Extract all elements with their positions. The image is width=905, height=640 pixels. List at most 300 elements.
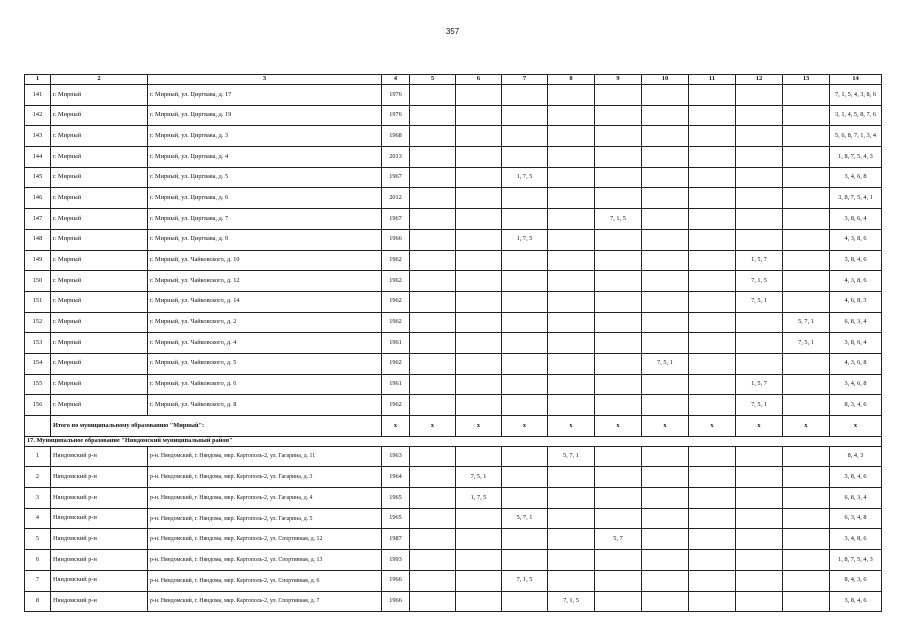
year-built-cell: 2012 <box>382 188 410 209</box>
col-7-cell <box>502 550 548 571</box>
col-9-cell <box>595 550 642 571</box>
address-cell: г. Мирный, ул. Чайковского, д. 10 <box>148 250 382 271</box>
address-cell: р-н. Няндомский, г. Няндома, мкр. Каргополь-2, ул. Гагарина, д. 5 <box>148 508 382 529</box>
col-13-cell <box>783 529 830 550</box>
col-6-cell <box>456 508 502 529</box>
col-10-cell <box>642 550 689 571</box>
total-value-cell: x <box>502 416 548 437</box>
col-7-cell <box>502 126 548 147</box>
col-14-cell: 6, 8, 3, 4 <box>830 488 882 509</box>
address-cell: г. Мирный, ул. Чайковского, д. 14 <box>148 291 382 312</box>
col-8-cell: 5, 7, 1 <box>548 446 595 467</box>
col-11-cell <box>689 508 736 529</box>
row-number-cell: 148 <box>25 229 51 250</box>
locality-cell: г. Мирный <box>51 105 148 126</box>
col-14-cell: 3, 8, 4, 6 <box>830 250 882 271</box>
col-13-cell <box>783 446 830 467</box>
year-built-cell: 1963 <box>382 446 410 467</box>
row-number-cell: 151 <box>25 291 51 312</box>
col-5-cell <box>410 550 456 571</box>
col-14-cell: 3, 1, 4, 5, 8, 7, 6 <box>830 105 882 126</box>
col-9-cell <box>595 488 642 509</box>
year-built-cell: 1962 <box>382 291 410 312</box>
address-cell: р-н. Няндомский, г. Няндома, мкр. Каргополь-2, ул. Гагарина, д. 3 <box>148 467 382 488</box>
address-cell: р-н. Няндомский, г. Няндома, мкр. Каргополь-2, ул. Гагарина, д. 4 <box>148 488 382 509</box>
locality-cell: г. Мирный <box>51 291 148 312</box>
col-14-cell: 3, 8, 6, 4 <box>830 333 882 354</box>
address-cell: г. Мирный, ул. Чайковского, д. 12 <box>148 271 382 292</box>
col-6-cell <box>456 395 502 416</box>
total-value-cell: x <box>783 416 830 437</box>
col-5-cell <box>410 446 456 467</box>
col-14-cell: 6, 3, 4, 8 <box>830 508 882 529</box>
col-9-cell: 5, 7 <box>595 529 642 550</box>
total-value-cell: x <box>382 416 410 437</box>
address-cell: г. Мирный, ул. Циргвава, д. 9 <box>148 229 382 250</box>
col-8-cell <box>548 353 595 374</box>
column-header: 7 <box>502 75 548 85</box>
address-cell: г. Мирный, ул. Циргвава, д. 6 <box>148 188 382 209</box>
year-built-cell: 1966 <box>382 229 410 250</box>
col-8-cell <box>548 291 595 312</box>
table-row <box>25 395 882 416</box>
col-7-cell <box>502 353 548 374</box>
section-row <box>25 436 882 446</box>
row-number-cell: 154 <box>25 353 51 374</box>
locality-cell: г. Мирный <box>51 85 148 106</box>
col-5-cell <box>410 353 456 374</box>
col-6-cell <box>456 312 502 333</box>
col-14-cell: 5, 6, 8, 7, 1, 3, 4 <box>830 126 882 147</box>
col-6-cell <box>456 529 502 550</box>
col-6-cell <box>456 229 502 250</box>
locality-cell: Няндомский р-н <box>51 570 148 591</box>
address-cell: р-н. Няндомский, г. Няндома, мкр. Каргополь-2, ул. Спортивная, д. 6 <box>148 570 382 591</box>
col-8-cell: 7, 1, 5 <box>548 591 595 612</box>
col-5-cell <box>410 250 456 271</box>
locality-cell: г. Мирный <box>51 188 148 209</box>
col-12-cell: 7, 1, 5 <box>736 271 783 292</box>
col-10-cell <box>642 395 689 416</box>
col-5-cell <box>410 188 456 209</box>
col-9-cell <box>595 333 642 354</box>
col-10-cell <box>642 188 689 209</box>
year-built-cell: 1976 <box>382 85 410 106</box>
locality-cell: Няндомский р-н <box>51 488 148 509</box>
col-11-cell <box>689 291 736 312</box>
col-14-cell: 3, 8, 4, 6 <box>830 591 882 612</box>
locality-cell: Няндомский р-н <box>51 550 148 571</box>
locality-cell: г. Мирный <box>51 250 148 271</box>
table-row <box>25 271 882 292</box>
col-9-cell <box>595 167 642 188</box>
col-14-cell: 8, 3, 4, 6 <box>830 395 882 416</box>
row-number-cell: 141 <box>25 85 51 106</box>
row-number-cell: 153 <box>25 333 51 354</box>
col-11-cell <box>689 167 736 188</box>
col-8-cell <box>548 333 595 354</box>
table-row <box>25 488 882 509</box>
locality-cell: г. Мирный <box>51 126 148 147</box>
row-number-cell: 8 <box>25 591 51 612</box>
col-7-cell <box>502 209 548 230</box>
col-9-cell <box>595 188 642 209</box>
col-9-cell <box>595 229 642 250</box>
column-header: 8 <box>548 75 595 85</box>
column-header: 10 <box>642 75 689 85</box>
address-cell: р-н. Няндомский, г. Няндома, мкр. Каргополь-2, ул. Спортивная, д. 12 <box>148 529 382 550</box>
col-5-cell <box>410 529 456 550</box>
col-12-cell <box>736 312 783 333</box>
year-built-cell: 1987 <box>382 529 410 550</box>
col-5-cell <box>410 147 456 168</box>
col-12-cell <box>736 229 783 250</box>
col-14-cell: 3, 4, 6, 8 <box>830 374 882 395</box>
col-7-cell <box>502 312 548 333</box>
column-header: 5 <box>410 75 456 85</box>
col-13-cell <box>783 209 830 230</box>
col-8-cell <box>548 488 595 509</box>
col-9-cell <box>595 446 642 467</box>
table-row <box>25 446 882 467</box>
col-12-cell <box>736 467 783 488</box>
col-6-cell <box>456 591 502 612</box>
table-row <box>25 105 882 126</box>
header-row <box>25 75 882 85</box>
col-12-cell <box>736 446 783 467</box>
col-5-cell <box>410 467 456 488</box>
address-cell: г. Мирный, ул. Циргвава, д. 17 <box>148 85 382 106</box>
locality-cell: г. Мирный <box>51 271 148 292</box>
year-built-cell: 1961 <box>382 374 410 395</box>
col-8-cell <box>548 229 595 250</box>
col-7-cell: 5, 7, 1 <box>502 508 548 529</box>
col-7-cell: 1, 7, 5 <box>502 229 548 250</box>
total-value-cell: x <box>736 416 783 437</box>
table-row <box>25 209 882 230</box>
row-number-cell: 142 <box>25 105 51 126</box>
col-7-cell <box>502 85 548 106</box>
total-value-cell: x <box>595 416 642 437</box>
col-12-cell: 1, 5, 7 <box>736 374 783 395</box>
col-8-cell <box>548 395 595 416</box>
year-built-cell: 1968 <box>382 126 410 147</box>
col-12-cell: 1, 5, 7 <box>736 250 783 271</box>
address-cell: р-н. Няндомский, г. Няндома, мкр. Каргополь-2, ул. Гагарина, д. 11 <box>148 446 382 467</box>
locality-cell: г. Мирный <box>51 312 148 333</box>
col-9-cell <box>595 291 642 312</box>
table-row <box>25 374 882 395</box>
column-header: 6 <box>456 75 502 85</box>
col-8-cell <box>548 312 595 333</box>
col-8-cell <box>548 126 595 147</box>
table-row <box>25 333 882 354</box>
col-14-cell: 8, 4, 3 <box>830 446 882 467</box>
col-8-cell <box>548 508 595 529</box>
row-number-cell: 145 <box>25 167 51 188</box>
col-10-cell <box>642 467 689 488</box>
row-number-cell: 3 <box>25 488 51 509</box>
col-7-cell <box>502 291 548 312</box>
locality-cell: Няндомский р-н <box>51 529 148 550</box>
col-13-cell <box>783 395 830 416</box>
year-built-cell: 1967 <box>382 209 410 230</box>
col-12-cell <box>736 333 783 354</box>
col-5-cell <box>410 395 456 416</box>
col-12-cell <box>736 550 783 571</box>
col-7-cell <box>502 467 548 488</box>
locality-cell: Няндомский р-н <box>51 467 148 488</box>
col-9-cell <box>595 467 642 488</box>
year-built-cell: 1962 <box>382 353 410 374</box>
col-5-cell <box>410 591 456 612</box>
col-11-cell <box>689 353 736 374</box>
col-14-cell: 1, 8, 7, 5, 4, 3 <box>830 550 882 571</box>
col-13-cell <box>783 291 830 312</box>
col-11-cell <box>689 229 736 250</box>
col-13-cell <box>783 508 830 529</box>
col-14-cell: 7, 1, 5, 4, 3, 8, 6 <box>830 85 882 106</box>
col-7-cell <box>502 250 548 271</box>
col-5-cell <box>410 167 456 188</box>
col-10-cell <box>642 374 689 395</box>
row-number-cell: 156 <box>25 395 51 416</box>
col-11-cell <box>689 395 736 416</box>
total-value-cell: x <box>410 416 456 437</box>
col-14-cell: 4, 6, 8, 3 <box>830 291 882 312</box>
address-cell: г. Мирный, ул. Чайковского, д. 2 <box>148 312 382 333</box>
col-9-cell <box>595 395 642 416</box>
year-built-cell: 1967 <box>382 167 410 188</box>
page-number: 357 <box>445 27 460 36</box>
col-13-cell <box>783 488 830 509</box>
year-built-cell: 1962 <box>382 271 410 292</box>
col-7-cell <box>502 374 548 395</box>
table-row <box>25 508 882 529</box>
total-value-cell: x <box>689 416 736 437</box>
col-10-cell <box>642 209 689 230</box>
locality-cell: Няндомский р-н <box>51 508 148 529</box>
col-14-cell: 3, 8, 6, 4 <box>830 209 882 230</box>
col-14-cell: 1, 8, 7, 5, 4, 3 <box>830 147 882 168</box>
col-7-cell <box>502 446 548 467</box>
table-row <box>25 591 882 612</box>
col-12-cell <box>736 508 783 529</box>
column-header: 11 <box>689 75 736 85</box>
col-13-cell <box>783 85 830 106</box>
table-row <box>25 467 882 488</box>
total-value-cell: x <box>548 416 595 437</box>
col-7-cell <box>502 105 548 126</box>
locality-cell: г. Мирный <box>51 333 148 354</box>
col-10-cell <box>642 508 689 529</box>
col-10-cell <box>642 488 689 509</box>
col-10-cell <box>642 591 689 612</box>
col-5-cell <box>410 333 456 354</box>
locality-cell: г. Мирный <box>51 209 148 230</box>
col-13-cell <box>783 188 830 209</box>
col-10-cell <box>642 529 689 550</box>
year-built-cell: 1993 <box>382 550 410 571</box>
col-5-cell <box>410 271 456 292</box>
col-11-cell <box>689 250 736 271</box>
col-11-cell <box>689 374 736 395</box>
col-7-cell <box>502 488 548 509</box>
col-12-cell <box>736 529 783 550</box>
table-row <box>25 550 882 571</box>
column-header: 12 <box>736 75 783 85</box>
column-header: 2 <box>51 75 148 85</box>
total-value-cell: x <box>830 416 882 437</box>
table-row <box>25 126 882 147</box>
address-cell: г. Мирный, ул. Чайковского, д. 6 <box>148 374 382 395</box>
table-body <box>25 85 882 612</box>
col-8-cell <box>548 570 595 591</box>
col-7-cell <box>502 333 548 354</box>
housing-table <box>24 74 882 612</box>
row-number-cell: 4 <box>25 508 51 529</box>
col-13-cell <box>783 271 830 292</box>
row-number-cell: 144 <box>25 147 51 168</box>
column-header: 4 <box>382 75 410 85</box>
col-10-cell <box>642 446 689 467</box>
col-5-cell <box>410 570 456 591</box>
year-built-cell: 2013 <box>382 147 410 168</box>
col-6-cell <box>456 570 502 591</box>
col-6-cell <box>456 333 502 354</box>
col-12-cell <box>736 591 783 612</box>
table-row <box>25 85 882 106</box>
col-5-cell <box>410 291 456 312</box>
col-12-cell <box>736 167 783 188</box>
row-number-cell: 146 <box>25 188 51 209</box>
col-11-cell <box>689 105 736 126</box>
col-8-cell <box>548 167 595 188</box>
col-6-cell <box>456 250 502 271</box>
col-13-cell <box>783 126 830 147</box>
col-9-cell <box>595 353 642 374</box>
row-number-cell: 2 <box>25 467 51 488</box>
col-12-cell <box>736 353 783 374</box>
col-7-cell: 7, 1, 5 <box>502 570 548 591</box>
col-10-cell <box>642 229 689 250</box>
col-10-cell <box>642 250 689 271</box>
locality-cell: г. Мирный <box>51 167 148 188</box>
col-11-cell <box>689 488 736 509</box>
col-9-cell <box>595 570 642 591</box>
row-number-cell: 150 <box>25 271 51 292</box>
col-12-cell <box>736 85 783 106</box>
col-9-cell <box>595 250 642 271</box>
col-9-cell <box>595 591 642 612</box>
table-row <box>25 229 882 250</box>
row-number-cell: 5 <box>25 529 51 550</box>
col-9-cell <box>595 147 642 168</box>
total-label: Итого по муниципальному образованию "Мирный": <box>51 416 382 437</box>
col-11-cell <box>689 126 736 147</box>
col-7-cell: 1, 7, 5 <box>502 167 548 188</box>
address-cell: г. Мирный, ул. Циргвава, д. 4 <box>148 147 382 168</box>
row-number-cell: 1 <box>25 446 51 467</box>
col-11-cell <box>689 188 736 209</box>
table-row <box>25 529 882 550</box>
col-8-cell <box>548 271 595 292</box>
address-cell: г. Мирный, ул. Циргвава, д. 19 <box>148 105 382 126</box>
total-row <box>25 416 882 437</box>
col-11-cell <box>689 209 736 230</box>
row-number-cell: 6 <box>25 550 51 571</box>
col-5-cell <box>410 374 456 395</box>
col-6-cell <box>456 550 502 571</box>
col-12-cell <box>736 209 783 230</box>
col-11-cell <box>689 591 736 612</box>
col-10-cell <box>642 333 689 354</box>
empty-cell <box>25 416 51 437</box>
total-value-cell: x <box>642 416 689 437</box>
year-built-cell: 1964 <box>382 467 410 488</box>
locality-cell: г. Мирный <box>51 353 148 374</box>
col-10-cell <box>642 570 689 591</box>
col-13-cell <box>783 374 830 395</box>
year-built-cell: 1961 <box>382 333 410 354</box>
col-9-cell <box>595 105 642 126</box>
col-7-cell <box>502 188 548 209</box>
year-built-cell: 1965 <box>382 488 410 509</box>
column-header: 14 <box>830 75 882 85</box>
col-7-cell <box>502 147 548 168</box>
col-9-cell <box>595 374 642 395</box>
col-13-cell: 5, 7, 1 <box>783 312 830 333</box>
col-6-cell <box>456 167 502 188</box>
col-10-cell <box>642 291 689 312</box>
row-number-cell: 149 <box>25 250 51 271</box>
col-5-cell <box>410 209 456 230</box>
col-6-cell <box>456 126 502 147</box>
table-row <box>25 188 882 209</box>
table-row <box>25 353 882 374</box>
col-11-cell <box>689 550 736 571</box>
locality-cell: Няндомский р-н <box>51 591 148 612</box>
col-10-cell <box>642 312 689 333</box>
address-cell: г. Мирный, ул. Циргвава, д. 3 <box>148 126 382 147</box>
col-13-cell <box>783 570 830 591</box>
col-8-cell <box>548 85 595 106</box>
col-12-cell <box>736 188 783 209</box>
address-cell: р-н. Няндомский, г. Няндома, мкр. Каргополь-2, ул. Спортивная, д. 7 <box>148 591 382 612</box>
col-5-cell <box>410 488 456 509</box>
table-row <box>25 250 882 271</box>
col-10-cell <box>642 271 689 292</box>
row-number-cell: 147 <box>25 209 51 230</box>
col-13-cell <box>783 250 830 271</box>
col-11-cell <box>689 271 736 292</box>
col-14-cell: 3, 8, 4, 6 <box>830 467 882 488</box>
locality-cell: г. Мирный <box>51 395 148 416</box>
col-5-cell <box>410 312 456 333</box>
year-built-cell: 1965 <box>382 508 410 529</box>
col-10-cell <box>642 105 689 126</box>
col-6-cell <box>456 85 502 106</box>
col-8-cell <box>548 147 595 168</box>
locality-cell: г. Мирный <box>51 147 148 168</box>
col-12-cell: 7, 5, 1 <box>736 291 783 312</box>
col-10-cell <box>642 85 689 106</box>
col-9-cell: 7, 1, 5 <box>595 209 642 230</box>
col-6-cell <box>456 374 502 395</box>
col-12-cell: 7, 5, 1 <box>736 395 783 416</box>
col-13-cell <box>783 591 830 612</box>
col-5-cell <box>410 508 456 529</box>
